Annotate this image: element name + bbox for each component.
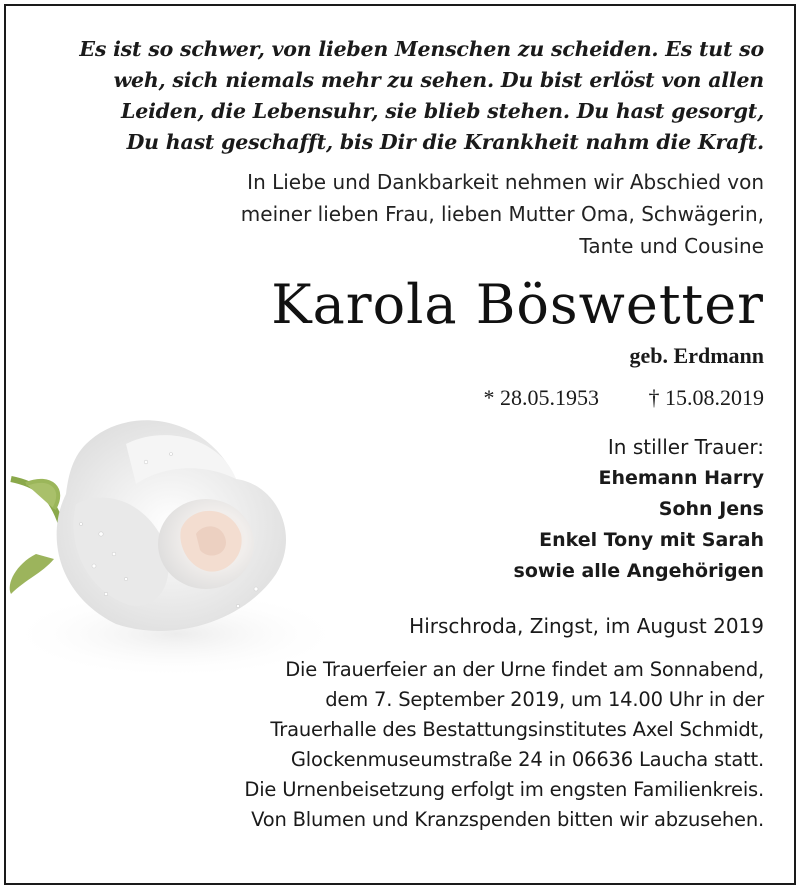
poem (26, 34, 764, 158)
death-date: † 15.08.2019 (648, 385, 764, 410)
poem-line: Leiden, die Lebensuhr, sie blieb stehen. Du hast gesorgt, (121, 99, 764, 123)
place-and-date: Hirschroda, Zingst, im August 2019 (409, 614, 764, 638)
poem-line: Du hast geschafft, bis Dir die Krankheit nahm die Kraft. (126, 130, 764, 154)
info-line: Von Blumen und Kranzspenden bitten wir abzusehen. (251, 808, 764, 831)
info-line: Die Urnenbeisetzung erfolgt im engsten Familienkreis. (244, 778, 764, 801)
intro-line: Tante und Cousine (579, 234, 764, 258)
maiden-name: geb. Erdmann (629, 343, 764, 368)
mourner-name: Enkel Tony mit Sarah (539, 529, 764, 551)
mourners-list (26, 463, 764, 587)
mourner-name: Ehemann Harry (598, 467, 764, 489)
birth-date: * 28.05.1953 (483, 385, 599, 410)
notice-text (26, 6, 764, 835)
mourner-name: Sohn Jens (658, 498, 764, 520)
intro-line: meiner lieben Frau, lieben Mutter Oma, Schwägerin, (240, 202, 764, 226)
mourners-title: In stiller Trauer: (607, 435, 764, 459)
intro-line: In Liebe und Dankbarkeit nehmen wir Abschied von (247, 170, 764, 194)
funeral-info (26, 655, 764, 835)
mourner-name: sowie alle Angehörigen (513, 560, 764, 582)
info-line: Glockenmuseumstraße 24 in 06636 Laucha statt. (290, 748, 764, 771)
life-dates (26, 384, 764, 412)
poem-line: Es ist so schwer, von lieben Menschen zu scheiden. Es tut so (79, 37, 764, 61)
info-line: dem 7. September 2019, um 14.00 Uhr in der (325, 688, 764, 711)
deceased-name: Karola Böswetter (271, 273, 764, 336)
poem-line: weh, sich niemals mehr zu sehen. Du bist erlöst von allen (113, 68, 764, 92)
info-line: Trauerhalle des Bestattungsinstitutes Axel Schmidt, (270, 718, 764, 741)
info-line: Die Trauerfeier an der Urne findet am Sonnabend, (285, 658, 764, 681)
obituary-notice (4, 4, 796, 885)
farewell-intro (26, 166, 764, 262)
